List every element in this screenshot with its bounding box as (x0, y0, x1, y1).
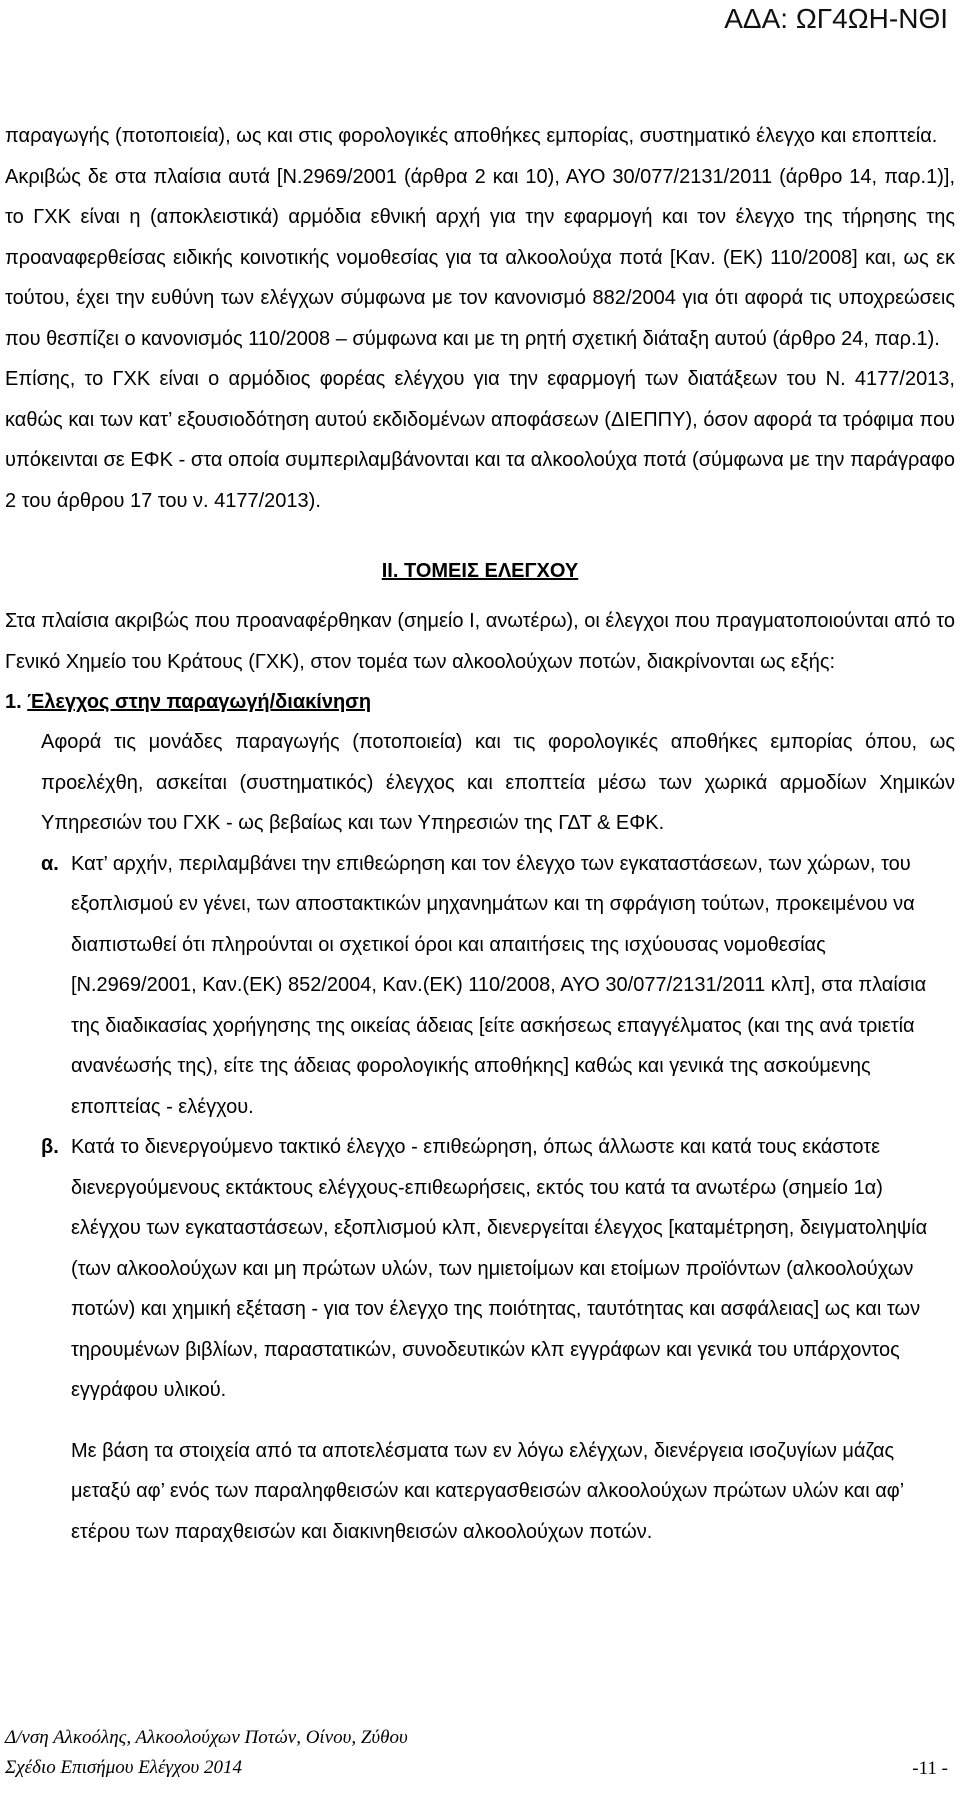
list-marker-b: β. (41, 1136, 59, 1158)
footer (5, 1723, 408, 1783)
subsection-title: Έλεγχος στην παραγωγή/διακίνηση (27, 691, 372, 713)
list-item-a (5, 844, 955, 1128)
paragraph-6: Με βάση τα στοιχεία από τα αποτελέσματα των εν λόγω ελέγχων, διενέργεια ισοζυγίων μάζας μεταξύ αφ’ ενός των παραληφθεισών και κατεργασθεισών αλκοολούχων πρώτων υλών και αφ’ ετέρου των παραχθεισών και διακινηθεισών αλκοολούχων ποτών. (71, 1439, 904, 1543)
document-body (5, 116, 955, 1572)
paragraph-5: Αφορά τις μονάδες παραγωγής (ποτοποιεία) και τις φορολογικές αποθήκες εμπορίας όπου, ως προελέχθη, ασκείται (συστηματικός) έλεγχος και εποπτεία μέσω των χωρικά αρμοδίων Χημικών Υπηρεσιών του ΓΧΚ - ως βεβαίως και των Υπηρεσιών της ΓΔΤ & ΕΦΚ. (41, 731, 955, 834)
ada-code: ΑΔΑ: ΩΓ4ΩΗ-ΝΘΙ (724, 3, 948, 34)
paragraph-2: Ακριβώς δε στα πλαίσια αυτά [Ν.2969/2001 (άρθρα 2 και 10), ΑΥΟ 30/077/2131/2011 (άρθρο 14, παρ.1)], το ΓΧΚ είναι η (αποκλειστικά) αρμόδια εθνική αρχή για την εφαρμογή και τον έλεγχο της τήρησης της προαναφερθείσας ειδικής κοινοτικής νομοθεσίας για τα αλκοολούχα ποτά [Καν. (ΕΚ) 110/2008] και, ως εκ τούτου, έχει την ευθύνη των ελέγχων σύμφωνα με τον κανονισμό 882/2004 για ότι αφορά τις υποχρεώσεις που θεσπίζει ο κανονισμός 110/2008 – σύμφωνα και με τη ρητή σχετική διάταξη αυτού (άρθρο 24, παρ.1). (5, 165, 955, 350)
paragraph-4: Στα πλαίσια ακριβώς που προαναφέρθηκαν (σημείο Ι, ανωτέρω), οι έλεγχοι που πραγματοποιούνται από το Γενικό Χημείο του Κράτους (ΓΧΚ), στον τομέα των αλκοολούχων ποτών, διακρίνονται ως εξής: (5, 610, 955, 673)
spacer (5, 591, 955, 601)
footer-line-1: Δ/νση Αλκοόλης, Αλκοολούχων Ποτών, Οίνου, Ζύθου (5, 1727, 408, 1748)
list-marker-a: α. (41, 852, 59, 875)
list-item-b-text: Κατά το διενεργούμενο τακτικό έλεγχο - επιθεώρηση, όπως άλλωστε και κατά τους εκάστοτε διενεργούμενους εκτάκτους ελέγχους-επιθεωρήσεις, εκτός του κατά τα ανωτέρω (σημείο 1α) ελέγχου των εγκαταστάσεων, εξοπλισμού κλπ, διενεργείται έλεγχος [καταμέτρηση, δειγματοληψία (των αλκοολούχων και μη πρώτων υλών, των ημιετοίμων και ετοίμων προϊόντων (αλκοολούχων ποτών) και χημική εξέταση - για τον έλεγχο της ποιότητας, ταυτότητας και ασφάλειας] ως και των τηρουμένων βιβλίων, παραστατικών, συνοδευτικών κλπ εγγράφων και γενικά του υπάρχοντος εγγράφου υλικού. (71, 1136, 928, 1401)
footer-line-2: Σχέδιο Επισήμου Ελέγχου 2014 (5, 1757, 242, 1778)
paragraph-3: Επίσης, το ΓΧΚ είναι ο αρμόδιος φορέας ελέγχου για την εφαρμογή των διατάξεων του Ν. 4177/2013, καθώς και των κατ’ εξουσιοδότηση αυτού εκδιδομένων αποφάσεων (ΔΙΕΠΠΥ), όσον αφορά τα τρόφιμα που υπόκεινται σε ΕΦΚ - στα οποία συμπεριλαμβάνονται και τα αλκοολούχα ποτά (σύμφωνα με την παράγραφο 2 του άρθρου 17 του ν. 4177/2013). (5, 368, 955, 512)
subsection-number: 1. (5, 691, 22, 713)
subsection-heading (5, 682, 955, 722)
list-item-a-text: Κατ’ αρχήν, περιλαμβάνει την επιθεώρηση και τον έλεγχο των εγκαταστάσεων, των χώρων, του εξοπλισμού εν γένει, των αποστακτικών μηχανημάτων και τη σφράγιση τούτων, προκειμένου να διαπιστωθεί ότι πληρούνται οι σχετικοί όροι και απαιτήσεις της ισχύουσας νομοθεσίας [Ν.2969/2001, Καν.(ΕΚ) 852/2004, Καν.(ΕΚ) 110/2008, ΑΥΟ 30/077/2131/2011 κλπ], στα πλαίσια της διαδικασίας χορήγησης της οικείας άδειας [είτε ασκήσεως επαγγέλματος (και της ανά τριετία ανανέωσής της), είτε της άδειας φορολογικής αποθήκης] καθώς και γενικά της ασκούμενης εποπτείας - ελέγχου. (71, 852, 927, 1118)
page-number: -11 - (912, 1758, 948, 1779)
spacer (5, 521, 955, 551)
paragraph-1: παραγωγής (ποτοποιεία), ως και στις φορολογικές αποθήκες εμπορίας, συστηματικό έλεγχο και εποπτεία. (5, 125, 938, 147)
list-item-b (5, 1127, 955, 1411)
section-heading: ΙΙ. ΤΟΜΕΙΣ ΕΛΕΓΧΟΥ (381, 560, 579, 582)
